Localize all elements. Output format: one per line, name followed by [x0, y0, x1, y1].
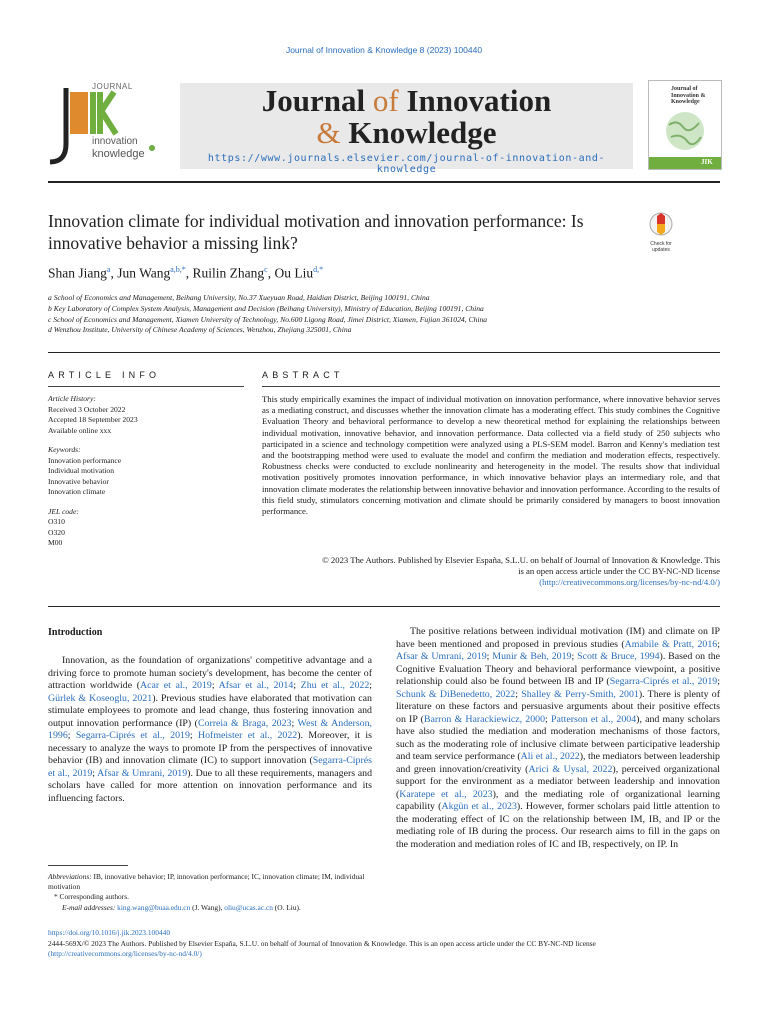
- author-name[interactable]: Ruilin Zhang: [192, 265, 265, 281]
- body-text: ;: [486, 651, 493, 662]
- body-text: ), and the mediating role of organizational learning capability (: [396, 788, 721, 812]
- article-title: Innovation climate for individual motivation and innovation performance: Is innovative behavior a missing link?: [48, 211, 584, 253]
- citation-link[interactable]: Amabile & Pratt, 2016: [624, 638, 718, 650]
- abstract-heading: ABSTRACT: [262, 370, 344, 380]
- abstract-copyright: [262, 555, 720, 589]
- copyright-line-1: © 2023 The Authors. Published by Elsevier España, S.L.U. on behalf of Journal of Innovation & Knowledge. This: [322, 555, 720, 565]
- body-text: ;: [211, 680, 219, 691]
- body-text: ;: [369, 680, 373, 691]
- cover-title: Journal of Innovation & Knowledge: [671, 86, 706, 105]
- citation-link[interactable]: Zhu et al., 2022: [300, 680, 370, 691]
- crossmark-label: Check for updates: [650, 241, 672, 253]
- body-text: ). Moreover, it is necessary to analyze the ways to promote IP from the perspectives of innovative behavior (IB) and innovation climate (IC) to support innovation (: [48, 730, 373, 766]
- citation-link[interactable]: Afsar et al., 2014: [218, 680, 294, 691]
- citation-link[interactable]: Akgün et al., 2023: [441, 801, 517, 812]
- citation-link[interactable]: West & Anderson, 1996: [48, 717, 373, 741]
- jel-code: M00: [48, 538, 63, 547]
- received-date: Received 3 October 2022: [48, 404, 126, 414]
- journal-title: [180, 85, 633, 149]
- email-link-wang[interactable]: king.wang@buaa.edu.cn: [117, 902, 191, 912]
- intro-paragraph-right: [396, 626, 720, 851]
- body-text: ;: [571, 651, 578, 662]
- email-name-liu: (O. Liu).: [272, 902, 301, 912]
- body-text: Innovation, as the foundation of organizations' competitive advantage and a driving force to promote human society's development, has become the center of attraction worldwide (: [48, 655, 372, 691]
- globe-icon: [657, 109, 713, 153]
- journal-reference[interactable]: Journal of Innovation & Knowledge 8 (2023) 100440: [285, 45, 483, 55]
- section-divider: [48, 352, 720, 353]
- affiliation-line: d Wenzhou Institute, University of Chinese Academy of Sciences, Wenzhou, Zhejiang 325001, China: [48, 325, 352, 335]
- body-text: ;: [67, 730, 76, 741]
- journal-title-part2: Innovation: [398, 83, 552, 118]
- journal-title-of: of: [372, 83, 399, 118]
- citation-link[interactable]: Afsar & Umrani, 2019: [396, 651, 487, 662]
- logo-text-knowledge: knowledge: [92, 148, 145, 160]
- citation-link[interactable]: Karatepe et al., 2023: [399, 788, 493, 800]
- jel-label: JEL code:: [48, 506, 79, 516]
- article-info-rule: [48, 386, 244, 387]
- body-text: ). However, former scholars paid little attention to the moderating effect of IC on the relationship between IM, IB, and IP or the mediating role of IB during the process. Our research aims to fill in the gaps on the moderation and mediation roles of IC and IB, respectively, on IP. In: [396, 801, 720, 850]
- journal-banner: [180, 83, 633, 175]
- body-text: ;: [189, 730, 198, 741]
- article-info-heading: ARTICLE INFO: [48, 370, 161, 380]
- citation-link[interactable]: Arici & Uysal, 2022: [528, 763, 613, 775]
- author-affiliation-marker[interactable]: a,b,*: [170, 265, 186, 274]
- history-label: Article History:: [48, 394, 96, 403]
- body-text: ;: [717, 638, 720, 650]
- body-text: ;: [545, 713, 551, 725]
- email-footnote: [48, 903, 372, 913]
- author-affiliation-marker[interactable]: a: [106, 265, 111, 274]
- abbreviations-text: IB, innovative behavior; IP, innovation performance; IC, innovation climate; IM, individual motivation: [48, 872, 365, 892]
- abbreviations-footnote: [48, 872, 372, 892]
- abstract-text: This study empirically examines the impact of individual motivation on innovation performance, where innovative behavior serves as a mediating construct, and discusses whether the innovation climate has a moderating effect. This study combines the Cognitive Evaluation Theory and behavioral performance to develop a new theoretical method for explaining the relationships between individual motivation, innovative behavior, and innovation performance. Data collected via a field study of 250 subjects who participated in a science and technology competition were analyzed using a PLS-SEM model. Barron and Kenny's mediation test and the bootstrapping method were used to evaluate the model and confirm the mediation and moderation effects, respectively. Robustness checks were conducted to exclude nonlinearity and heterogeneity in the model. The results show that individual motivation positively promotes innovation performance, in which innovative behavior plays an intermediary role, and that innovation climate moderates the relationship between innovative behavior and innovation performance. According to the results of this field study, stimulators concerning motivation and climate should be primarily considered by managers to boost innovation performance.: [262, 394, 720, 517]
- affiliation-line: a School of Economics and Management, Beihang University, No.37 Xueyuan Road, Haidian District, Beijing 100191, China: [48, 293, 430, 302]
- author-affiliation-marker[interactable]: d,*: [313, 265, 324, 274]
- jel-code: O310: [48, 517, 65, 526]
- abstract-rule: [262, 386, 720, 387]
- author-name[interactable]: Shan Jiang: [48, 265, 107, 281]
- journal-logo: [46, 82, 166, 168]
- body-text: ;: [291, 717, 298, 729]
- keyword-item: Individual motivation: [48, 466, 115, 475]
- citation-link[interactable]: Schunk & DiBenedetto, 2022: [396, 688, 516, 700]
- citation-link[interactable]: Shalley & Perry-Smith, 2001: [521, 688, 639, 700]
- body-text: ). Previous studies have elaborated that motivation can stimulate employees to promote and lead change, thus fostering innovation and output innovation performance (IP) (: [48, 692, 372, 729]
- body-text: The positive relations between individual motivation (IM) and climate on IP have been mentioned and proposed in previous studies (: [396, 626, 720, 650]
- accepted-date: Accepted 18 September 2023: [48, 415, 138, 424]
- body-text: ), and many scholars have also studied the mediation and moderation mechanisms of those factors, such as the moderating role of inclusive climate between participative leadership and team service performance (: [396, 713, 720, 762]
- license-statement: 2444-569X/© 2023 The Authors. Published by Elsevier España, S.L.U. on behalf of Journal of Innovation & Knowledge. This is an open access article under the CC BY-NC-ND license: [48, 938, 596, 948]
- body-text: ). There is plenty of literature on these factors and persuasive arguments about their positive effects on IP (: [396, 688, 720, 725]
- footer-license-link[interactable]: (http://creativecommons.org/licenses/by-nc-nd/4.0/): [48, 949, 202, 958]
- journal-cover-thumbnail[interactable]: [648, 80, 722, 170]
- citation-link[interactable]: Barron & Harackiewicz, 2000: [423, 713, 546, 725]
- crossmark-icon: [646, 211, 676, 237]
- copyright-line-2: is an open access article under the CC BY-NC-ND license: [518, 566, 720, 577]
- citation-link[interactable]: Segarra-Ciprés et al., 2019: [48, 755, 372, 779]
- journal-title-line2: Knowledge: [340, 115, 497, 150]
- body-text: ), the mediators between leadership and green innovation/creativity (: [396, 751, 720, 775]
- citation-link[interactable]: Patterson et al., 2004: [550, 713, 637, 725]
- body-text: ;: [293, 680, 301, 691]
- body-text: ;: [92, 767, 98, 779]
- body-text: ). Based on the Cognitive Evaluation Theory and behavioral performance viewpoint, a positive relationship could also be found between IB and IP (: [396, 651, 721, 687]
- affiliations: [48, 293, 728, 336]
- license-link[interactable]: (http://creativecommons.org/licenses/by-nc-nd/4.0/): [539, 577, 720, 588]
- cover-label: JIK: [701, 158, 713, 166]
- citation-link[interactable]: Ali et al., 2022: [520, 751, 580, 762]
- available-date: Available online xxx: [48, 425, 112, 435]
- citation-link[interactable]: Hofmeister et al., 2022: [197, 730, 298, 741]
- keyword-item: Innovation performance: [48, 455, 122, 465]
- citation-link[interactable]: Correia & Braga, 2023: [197, 717, 292, 729]
- citation-link[interactable]: Gürlek & Koseoglu, 2021: [48, 692, 153, 704]
- header-divider: [48, 181, 720, 183]
- logo-text-journal: JOURNAL: [92, 82, 133, 91]
- article-info-panel: [48, 394, 244, 549]
- affiliation-line: b Key Laboratory of Complex System Analysis, Management and Decision (Beihang University), Ministry of Education, Beijing 100191, China: [48, 303, 484, 313]
- body-divider: [48, 606, 720, 607]
- citation-link[interactable]: Afsar & Umrani, 2019: [97, 767, 188, 779]
- body-text: ;: [717, 676, 720, 687]
- citation-link[interactable]: Munir & Beh, 2019: [492, 651, 572, 662]
- journal-url-link[interactable]: https://www.journals.elsevier.com/journal-of-innovation-and-knowledge: [207, 153, 606, 175]
- journal-title-amp: &: [316, 115, 341, 150]
- keyword-item: Innovation climate: [48, 487, 106, 496]
- citation-link[interactable]: Segarra-Ciprés et al., 2019: [609, 676, 718, 687]
- corresponding-footnote: * Corresponding authors.: [54, 892, 129, 902]
- author-affiliation-marker[interactable]: c: [264, 265, 268, 274]
- author-name[interactable]: Ou Liu: [274, 265, 314, 281]
- logo-text-innovation: innovation: [92, 136, 138, 147]
- abbreviations-label: Abbreviations:: [48, 872, 92, 881]
- body-text: ), perceived organizational support for the environment as a mediator between leadership and innovation (: [396, 763, 721, 800]
- jel-code: O320: [48, 527, 65, 537]
- footnotes: [48, 872, 372, 913]
- body-text: ;: [515, 688, 522, 700]
- keyword-item: Innovative behavior: [48, 476, 109, 486]
- email-label: E-mail addresses:: [62, 902, 116, 912]
- citation-link[interactable]: Acar et al., 2019: [139, 680, 212, 691]
- doi-link[interactable]: https://doi.org/10.1016/j.jik.2023.100440: [48, 928, 171, 937]
- author-name[interactable]: Jun Wang: [117, 265, 171, 281]
- footnote-rule: [48, 865, 128, 866]
- citation-link[interactable]: Segarra-Ciprés et al., 2019: [75, 730, 190, 741]
- email-name-wang: (J. Wang),: [190, 902, 225, 912]
- crossmark-badge[interactable]: [646, 211, 676, 253]
- keywords-label: Keywords:: [48, 445, 81, 454]
- author-list: Shan Jiang$^a$, Jun Wang$^{a,b,*}$, Ruilin Zhang$^c$, Ou Liu$^{d,*}$: [48, 265, 324, 281]
- journal-title-part1: Journal: [261, 83, 373, 118]
- body-text: ). Due to all these requirements, managers and scholars have called for more attention on innovation performance and its influencing factors.: [48, 767, 373, 804]
- citation-link[interactable]: Scott & Bruce, 1994: [577, 651, 660, 662]
- introduction-heading: Introduction: [48, 627, 103, 638]
- email-link-liu[interactable]: oliu@ucas.ac.cn: [224, 902, 273, 912]
- affiliation-line: c School of Economics and Management, Xiamen University of Technology, No.600 Ligong Road, Jimei District, Xiamen, Fujian 361024, China: [48, 314, 488, 324]
- page-footer: [48, 928, 738, 960]
- intro-paragraph-left: [48, 655, 372, 805]
